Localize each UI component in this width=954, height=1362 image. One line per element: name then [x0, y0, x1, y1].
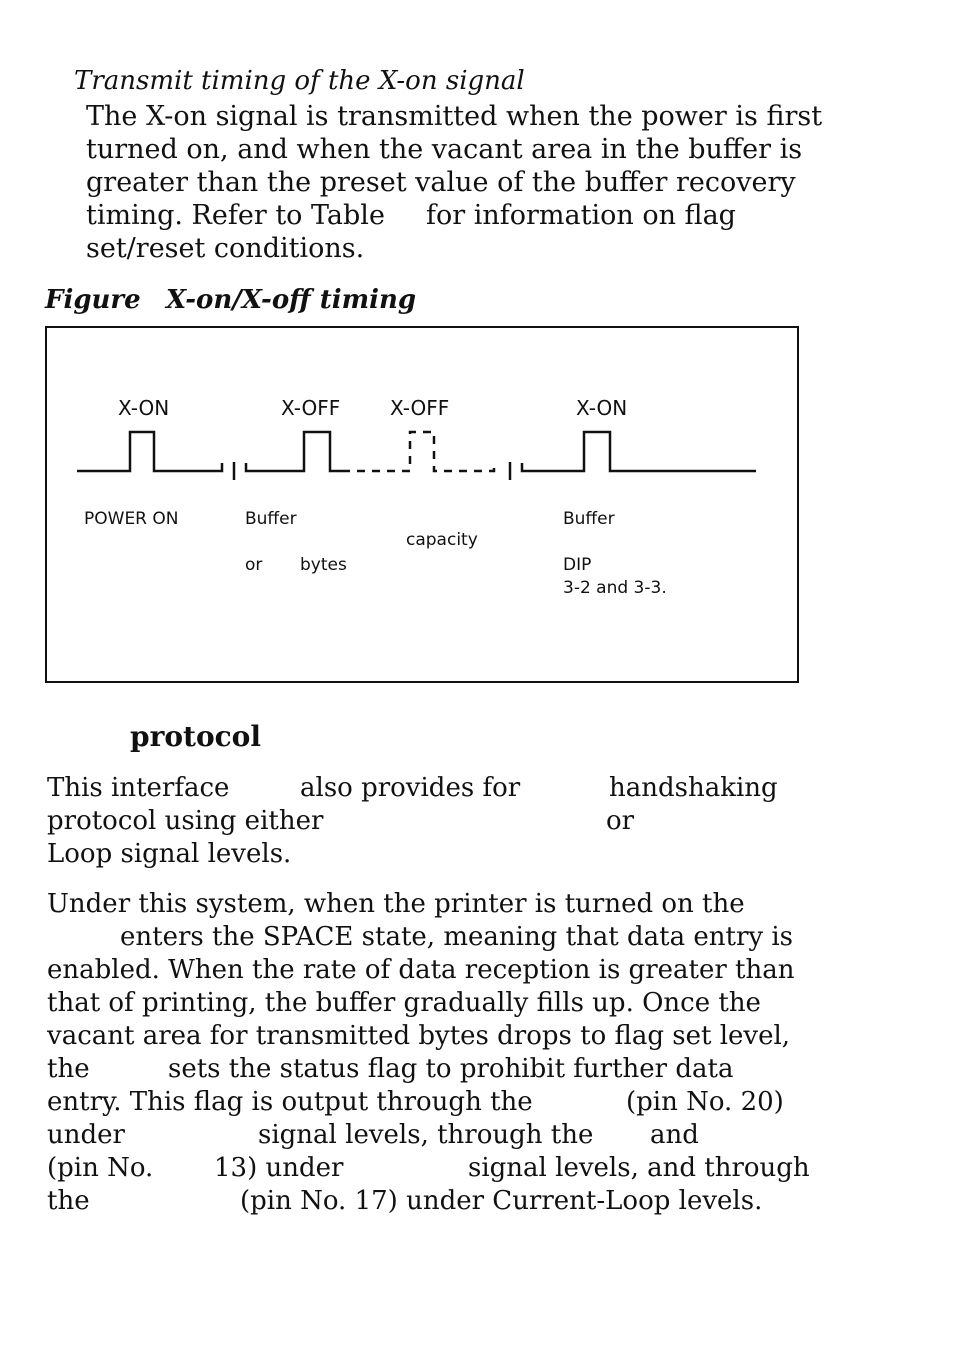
signal-label-xon-2: X-ON [576, 396, 628, 420]
para3-line9a: (pin No. [47, 1153, 154, 1183]
para3-line9c: signal levels, and through [468, 1153, 810, 1183]
signal-label-xoff-2: X-OFF [390, 396, 450, 420]
para3-line8c: and [650, 1120, 699, 1150]
para3-line9b: 13) under [214, 1153, 344, 1183]
note-power-on: POWER ON [84, 509, 179, 529]
para2-line2b: or [606, 806, 635, 836]
para2-line1b: also provides for [300, 773, 521, 803]
para2-line1a: This interface [47, 773, 230, 803]
signal-trace-4 [522, 432, 756, 471]
note-bytes: bytes [300, 555, 347, 575]
para3-line1: Under this system, when the printer is turned on the [47, 889, 745, 919]
para2-line1c: handshaking [609, 773, 778, 803]
para3-line6a: the [47, 1054, 90, 1084]
note-buffer-1: Buffer [245, 509, 297, 529]
para3-line4: that of printing, the buffer gradually fills up. Once the [47, 988, 761, 1018]
para1-line1: The X-on signal is transmitted when the power is first [86, 101, 823, 132]
para3-line5: vacant area for transmitted bytes drops to flag set level, [47, 1021, 791, 1051]
para3-line7a: entry. This flag is output through the [47, 1087, 533, 1117]
para3-line7b: (pin No. 20) [626, 1087, 784, 1117]
para1-line5: set/reset conditions. [86, 233, 365, 264]
note-capacity: capacity [406, 530, 478, 550]
section-heading: protocol [130, 720, 261, 753]
para3-line8a: under [47, 1120, 125, 1150]
para1-line2: turned on, and when the vacant area in the buffer is [86, 134, 803, 165]
para1-line4a: timing. Refer to Table [86, 200, 385, 231]
para1-line3: greater than the preset value of the buffer recovery [86, 167, 796, 198]
para3-line2: enters the SPACE state, meaning that data entry is [120, 922, 793, 952]
para2-line3: Loop signal levels. [47, 839, 292, 869]
para3-line10b: (pin No. 17) under Current-Loop levels. [240, 1186, 763, 1216]
para1-line4b: for information on flag [426, 200, 736, 231]
signal-label-xon-1: X-ON [118, 396, 170, 420]
signal-trace-3-dashed [342, 432, 494, 471]
signal-label-xoff-1: X-OFF [281, 396, 341, 420]
signal-trace-2 [246, 432, 342, 471]
note-buffer-2: Buffer [563, 509, 615, 529]
figure-label: Figure [45, 285, 141, 315]
para3-line10a: the [47, 1186, 90, 1216]
para3-line3: enabled. When the rate of data reception is greater than [47, 955, 795, 985]
para3-line8b: signal levels, through the [258, 1120, 594, 1150]
note-dip: DIP [563, 555, 592, 575]
note-dip-switches: 3-2 and 3-3. [563, 578, 667, 598]
para3-line6b: sets the status flag to prohibit further data [168, 1054, 734, 1084]
subheading: Transmit timing of the X-on signal [74, 66, 525, 96]
para2-line2a: protocol using either [47, 806, 324, 836]
note-or: or [245, 555, 263, 575]
signal-trace-1 [77, 432, 222, 471]
figure-title: X-on/X-off timing [166, 285, 417, 315]
